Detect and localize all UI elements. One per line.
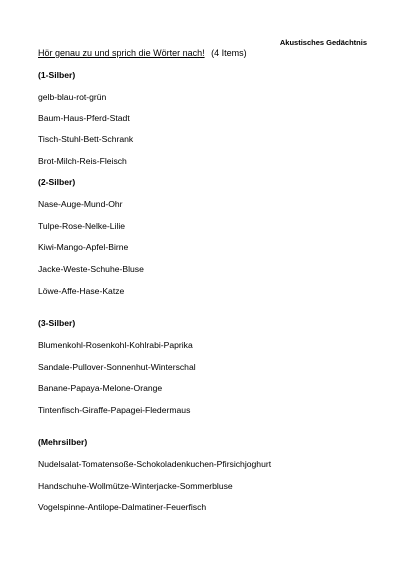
word-sequence: Vogelspinne-Antilope-Dalmatiner-Feuerfisch	[38, 502, 207, 512]
section-heading-3-silber: (3-Silber)	[38, 318, 76, 328]
word-sequence: Tintenfisch-Giraffe-Papagei-Fledermaus	[38, 405, 191, 415]
instruction-text: Hör genau zu und sprich die Wörter nach!	[38, 48, 205, 58]
word-sequence: Tisch-Stuhl-Bett-Schrank	[38, 134, 134, 144]
document-header-title: Akustisches Gedächtnis	[279, 38, 367, 47]
word-sequence: Jacke-Weste-Schuhe-Bluse	[38, 264, 144, 274]
section-heading-2-silber: (2-Silber)	[38, 177, 76, 187]
word-sequence: Nase-Auge-Mund-Ohr	[38, 199, 123, 209]
word-sequence: Kiwi-Mango-Apfel-Birne	[38, 242, 129, 252]
instruction-line	[38, 48, 247, 58]
word-sequence: gelb-blau-rot-grün	[38, 92, 107, 102]
instruction-item-count: (4 Items)	[211, 48, 247, 58]
word-sequence: Nudelsalat-Tomatensoße-Schokoladenkuchen-Pfirsichjoghurt	[38, 459, 272, 469]
word-sequence: Banane-Papaya-Melone-Orange	[38, 383, 163, 393]
word-sequence: Baum-Haus-Pferd-Stadt	[38, 113, 130, 123]
word-sequence: Löwe-Affe-Hase-Katze	[38, 286, 125, 296]
word-sequence: Sandale-Pullover-Sonnenhut-Winterschal	[38, 362, 196, 372]
word-sequence: Blumenkohl-Rosenkohl-Kohlrabi-Paprika	[38, 340, 193, 350]
word-sequence: Handschuhe-Wollmütze-Winterjacke-Sommerbluse	[38, 481, 233, 491]
word-sequence: Brot-Milch-Reis-Fleisch	[38, 156, 127, 166]
word-sequence: Tulpe-Rose-Nelke-Lilie	[38, 221, 126, 231]
section-heading-mehrsilber: (Mehrsilber)	[38, 437, 88, 447]
section-heading-1-silber: (1-Silber)	[38, 70, 76, 80]
